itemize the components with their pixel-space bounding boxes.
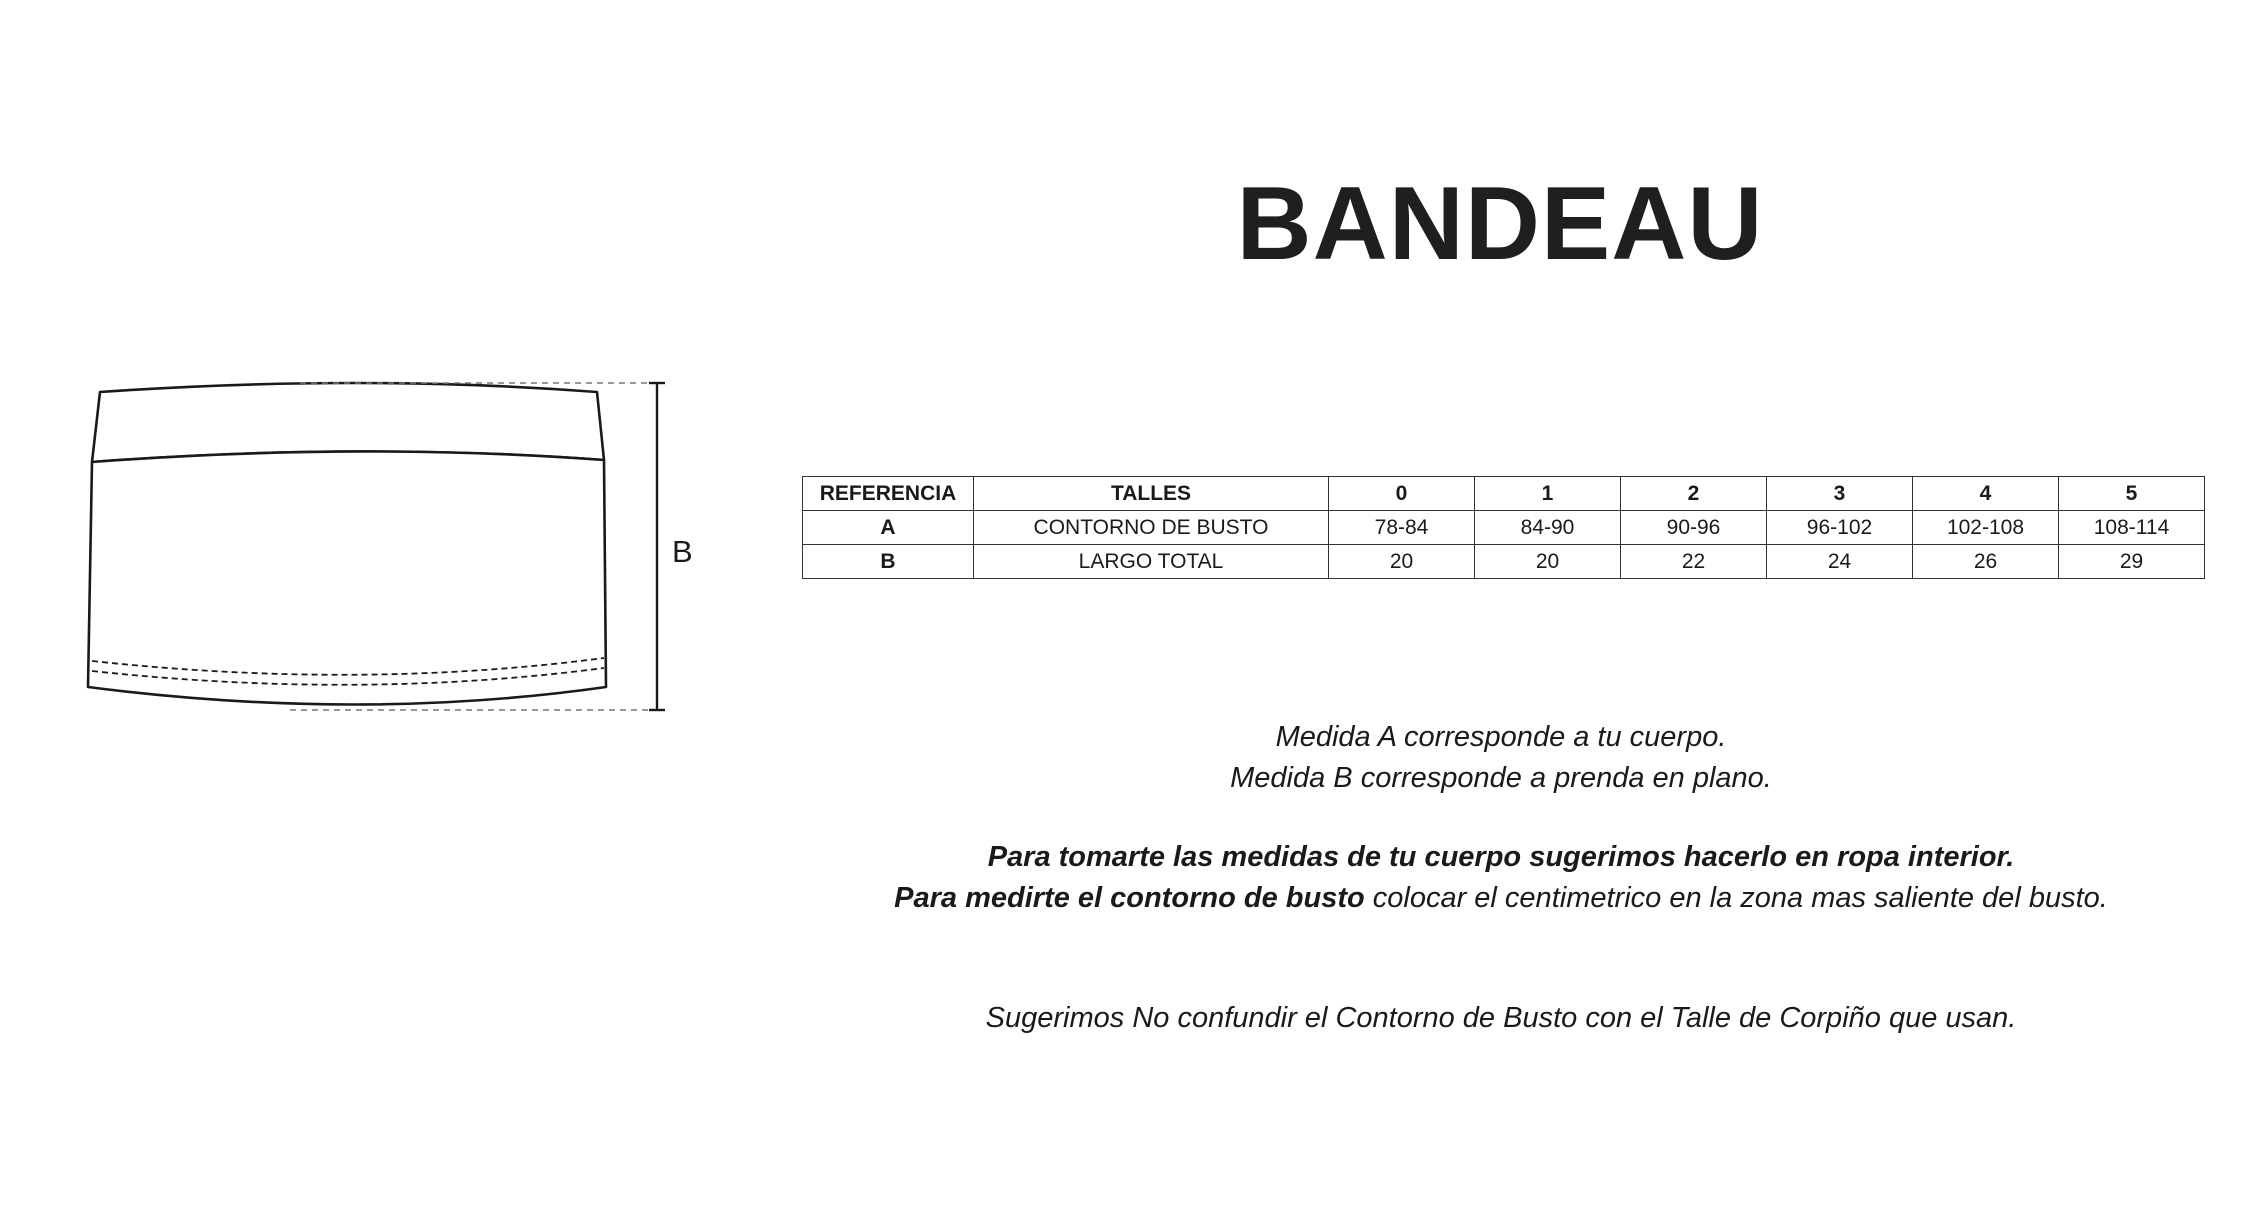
note-bust-bold: Para medirte el contorno de busto [894,882,1365,914]
table-row [803,511,2205,545]
note-underwear: Para tomarte las medidas de tu cuerpo sugerimos hacerlo en ropa interior. [987,841,2015,873]
measuring-instructions [800,837,2202,919]
table-cell: 96-102 [1767,511,1913,545]
bandeau-garment-diagram [0,0,720,740]
note-measure-b: Medida B corresponde a prenda en plano. [1230,762,1772,794]
bra-size-warning [800,998,2202,1039]
table-cell: 90-96 [1621,511,1767,545]
table-cell: 26 [1913,545,2059,579]
header-size: 4 [1913,477,2059,511]
row-reference: B [803,545,974,579]
header-referencia: REFERENCIA [803,477,974,511]
header-size: 2 [1621,477,1767,511]
row-measure: CONTORNO DE BUSTO [974,511,1329,545]
table-header-row [803,477,2205,511]
header-size: 0 [1329,477,1475,511]
row-reference: A [803,511,974,545]
note-bust-rest: colocar el centimetrico en la zona mas saliente del busto. [1364,882,2108,914]
header-size: 1 [1475,477,1621,511]
header-size: 3 [1767,477,1913,511]
table-cell: 22 [1621,545,1767,579]
page-title: BANDEAU [1236,166,1764,282]
table-cell: 102-108 [1913,511,2059,545]
note-bra-size: Sugerimos No confundir el Contorno de Busto con el Talle de Corpiño que usan. [985,1002,2017,1034]
garment-fold-band [92,383,604,462]
table-cell: 20 [1329,545,1475,579]
size-table [802,476,2205,579]
header-size: 5 [2059,477,2205,511]
header-talles: TALLES [974,477,1329,511]
note-measure-a: Medida A corresponde a tu cuerpo. [1275,721,1727,753]
table-cell: 84-90 [1475,511,1621,545]
table-cell: 20 [1475,545,1621,579]
table-cell: 78-84 [1329,511,1475,545]
note-bust-instruction [800,878,2202,919]
table-row [803,545,2205,579]
garment-body [88,451,606,704]
row-measure: LARGO TOTAL [974,545,1329,579]
table-cell: 108-114 [2059,511,2205,545]
table-cell: 29 [2059,545,2205,579]
dimension-label-b: B [672,534,693,569]
measurement-notes [800,717,2202,799]
table-cell: 24 [1767,545,1913,579]
